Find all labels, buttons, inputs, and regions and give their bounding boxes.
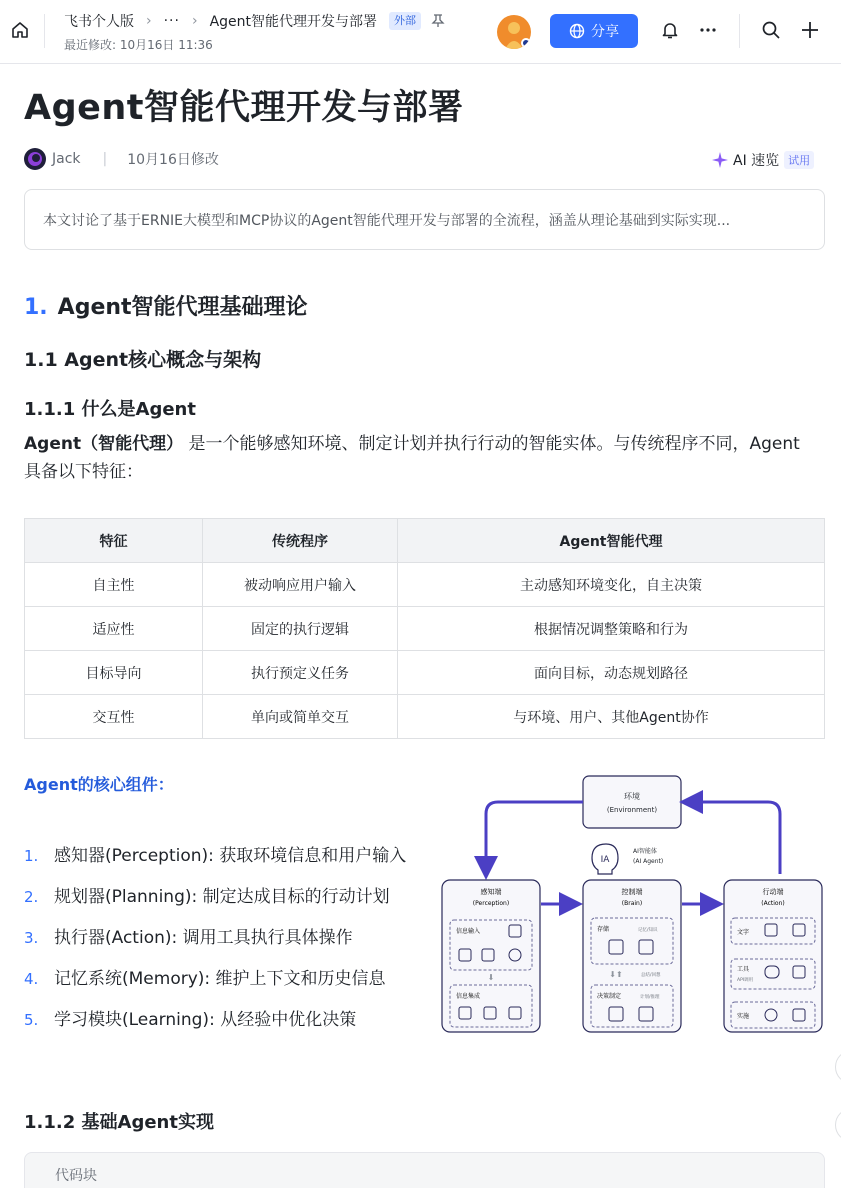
ai-quick-view-button[interactable]: [712, 150, 814, 170]
table-cell: 与环境、用户、其他Agent协作: [398, 695, 825, 739]
share-label: 分享: [591, 24, 619, 40]
table-row: [25, 563, 825, 607]
list-number: 4.: [24, 970, 39, 988]
summary-box[interactable]: [24, 189, 825, 250]
breadcrumb: [64, 11, 445, 31]
last-modified: 最近修改: 10月16日 11:36: [64, 38, 213, 52]
section-heading-1: [24, 290, 308, 321]
table-row: [25, 695, 825, 739]
agent-architecture-diagram[interactable]: [440, 770, 824, 1036]
list-item: [24, 966, 414, 992]
more-icon[interactable]: [698, 20, 718, 40]
section-heading-1-1: 1.1 Agent核心概念与架构: [24, 349, 262, 371]
perception-label: 感知端: [480, 888, 502, 896]
decision-sublabel: 计划/推理: [640, 995, 660, 1000]
components-list: [24, 843, 414, 1048]
swap-arrows-icon: ⬇⬆: [609, 970, 623, 979]
brain-sublabel: (Brain): [621, 900, 643, 907]
intro-text: 是一个能够感知环境、制定计划并执行行动的智能实体。与传统程序不同，Agent具备以下特征：: [24, 434, 800, 482]
chevron-right-icon: ›: [191, 13, 198, 29]
bell-icon[interactable]: [660, 20, 680, 40]
svg-text:IA: IA: [600, 855, 610, 865]
code-block-label: 代码块: [55, 1168, 97, 1184]
presence-dot: [521, 38, 531, 48]
ai-quick-view-label: AI 速览: [733, 153, 780, 169]
table-header: 传统程序: [203, 519, 398, 563]
tool-sublabel: API调用: [737, 978, 754, 983]
agent-term: Agent（智能代理）: [24, 434, 184, 454]
summary-text: 本文讨论了基于ERNIE大模型和MCP协议的Agent智能代理开发与部署的全流程，涵盖从理论基础到实际实现...: [43, 212, 731, 229]
sparkle-icon: [712, 152, 728, 168]
table-header: Agent智能代理: [398, 519, 825, 563]
topbar-divider: [44, 14, 45, 48]
section-title: Agent智能代理基础理论: [57, 295, 308, 320]
ai-agent-icon: [592, 844, 618, 874]
components-heading: Agent的核心组件：: [24, 775, 174, 794]
author-avatar[interactable]: [24, 148, 46, 170]
list-item: [24, 1007, 414, 1033]
table-row: [25, 651, 825, 695]
table-cell: 目标导向: [25, 651, 203, 695]
action-label: 行动端: [762, 888, 784, 896]
info-fusion-label: 信息集成: [456, 993, 481, 1000]
info-input-label: 信息输入: [456, 928, 481, 935]
perception-sublabel: (Perception): [472, 900, 510, 907]
home-icon[interactable]: [10, 20, 30, 40]
section-number: 1.: [24, 295, 48, 320]
table-header: 特征: [25, 519, 203, 563]
breadcrumb-root[interactable]: 飞书个人版: [64, 14, 134, 30]
top-bar: [0, 0, 841, 64]
decision-label: 决策制定: [597, 993, 622, 1000]
page-title: Agent智能代理开发与部署: [24, 88, 464, 128]
avatar[interactable]: [497, 15, 531, 49]
table-header-row: [25, 519, 825, 563]
action-sublabel: (Action): [761, 900, 785, 907]
list-text: 学习模块(Learning): 从经验中优化决策: [54, 1010, 357, 1030]
brain-label: 控制端: [621, 888, 643, 896]
globe-icon: [569, 23, 585, 39]
list-item: [24, 925, 414, 951]
meta-separator: |: [102, 151, 108, 167]
storage-sublabel: 记忆/知识: [638, 928, 658, 933]
table-cell: 适应性: [25, 607, 203, 651]
list-number: 2.: [24, 888, 39, 906]
env-to-perception-arrow: [486, 802, 583, 874]
environment-sublabel: (Environment): [606, 806, 658, 814]
list-text: 感知器(Perception): 获取环境信息和用户输入: [54, 846, 407, 866]
code-block[interactable]: [24, 1152, 825, 1188]
topbar-divider: [739, 14, 740, 48]
author-name[interactable]: Jack: [52, 151, 81, 167]
external-badge: 外部: [389, 12, 421, 30]
table-cell: 固定的执行逻辑: [203, 607, 398, 651]
section-heading-1-1-2: 1.1.2 基础Agent实现: [24, 1112, 214, 1133]
reason-sublabel: 总结/回想: [641, 973, 661, 978]
table-cell: 主动感知环境变化，自主决策: [398, 563, 825, 607]
list-number: 5.: [24, 1011, 39, 1029]
search-icon[interactable]: [761, 20, 781, 40]
side-float-button[interactable]: [835, 1108, 841, 1142]
storage-label: 存储: [597, 926, 610, 933]
list-item: [24, 843, 414, 869]
pin-icon[interactable]: [431, 14, 445, 28]
table-cell: 交互性: [25, 695, 203, 739]
implement-label: 实施: [737, 1013, 750, 1020]
trial-badge: 试用: [784, 151, 814, 169]
modified-date: 10月16日修改: [127, 152, 219, 168]
side-float-button[interactable]: [835, 1050, 841, 1084]
list-item: [24, 884, 414, 910]
list-number: 1.: [24, 847, 39, 865]
share-button[interactable]: [550, 14, 638, 48]
intro-paragraph: [24, 430, 814, 486]
list-text: 记忆系统(Memory): 维护上下文和历史信息: [54, 969, 386, 989]
environment-label: 环境: [624, 792, 640, 801]
doc-meta: [24, 148, 219, 170]
table-cell: 面向目标，动态规划路径: [398, 651, 825, 695]
table-cell: 根据情况调整策略和行为: [398, 607, 825, 651]
table-cell: 自主性: [25, 563, 203, 607]
table-cell: 执行预定义任务: [203, 651, 398, 695]
plus-icon[interactable]: [800, 20, 820, 40]
feature-table: [24, 518, 825, 739]
list-text: 规划器(Planning): 制定达成目标的行动计划: [54, 887, 390, 907]
breadcrumb-current[interactable]: Agent智能代理开发与部署: [209, 14, 378, 30]
down-arrow-icon: ⬇: [487, 973, 495, 982]
text-output-label: 文字: [737, 929, 750, 936]
environment-box: [583, 776, 681, 828]
table-cell: 单向或简单交互: [203, 695, 398, 739]
chevron-right-icon: ›: [146, 13, 152, 29]
table-cell: 被动响应用户输入: [203, 563, 398, 607]
tool-label: 工具: [737, 966, 750, 973]
table-row: [25, 607, 825, 651]
breadcrumb-more[interactable]: ···: [163, 13, 180, 29]
action-to-env-arrow: [685, 802, 780, 874]
list-text: 执行器(Action): 调用工具执行具体操作: [54, 928, 353, 948]
ai-agent-label: AI智能体: [633, 848, 657, 855]
list-number: 3.: [24, 929, 39, 947]
ai-agent-sublabel: (AI Agent): [633, 858, 664, 865]
section-heading-1-1-1: 1.1.1 什么是Agent: [24, 399, 196, 420]
